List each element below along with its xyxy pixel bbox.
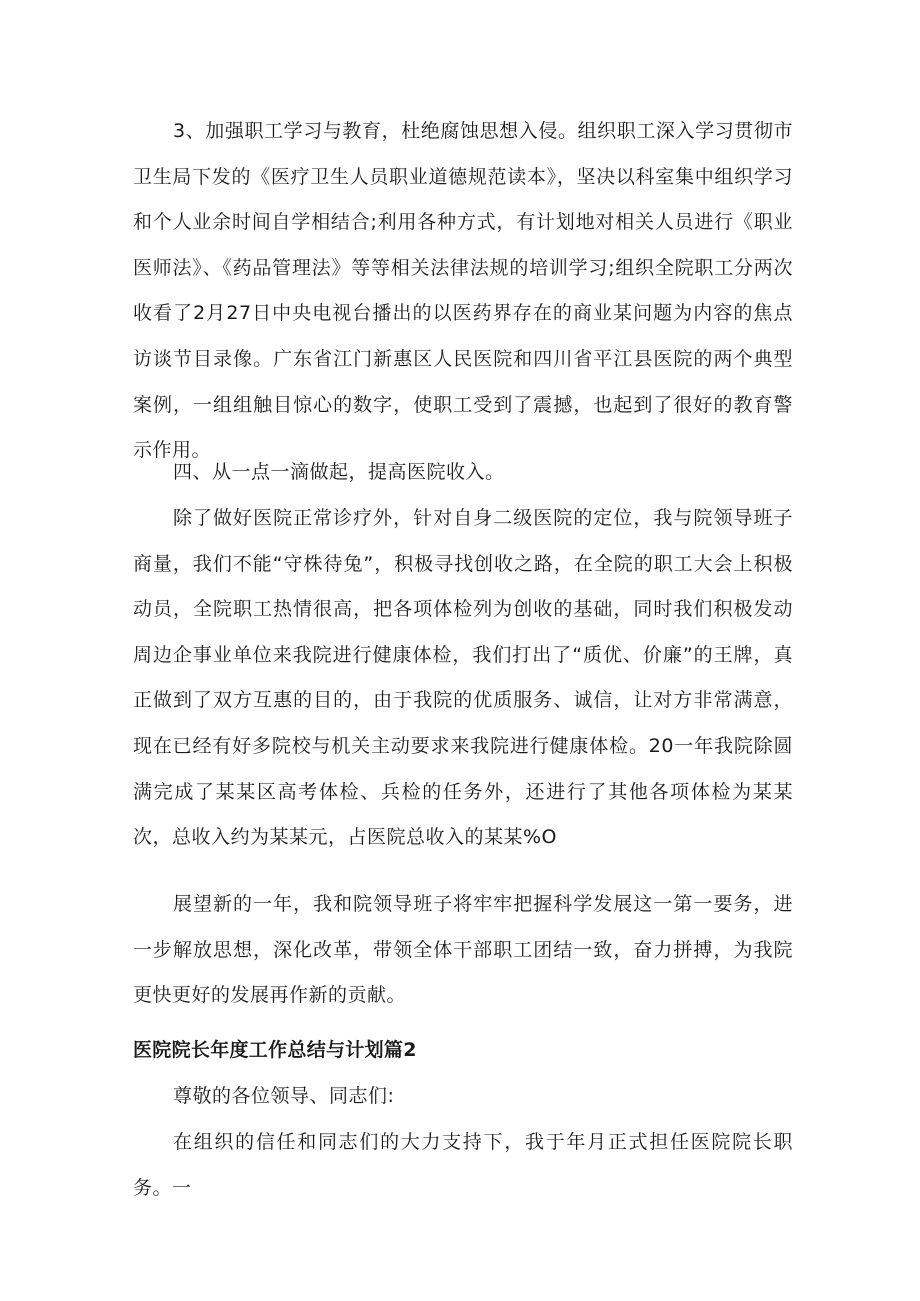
paragraph-heading-revenue: 四、从一点一滴做起，提高医院收入。 bbox=[173, 461, 505, 483]
paragraph-staff-education: 3、加强职工学习与教育，杜绝腐蚀思想入侵。组织职工深入学习贯彻市卫生局下发的《医疗卫生人员职业道德规范读本》，坚决以科室集中组织学习和个人业余时间自学相结合;利用各种方式，有计划地对相关人员进行《职业医师法》、《药品管理法》等等相关法律法规的培训学习;组织全院职工分两次收看了2月27日中央电视台播出的以医药界存在的商业某问题为内容的焦点访谈节目录像。广东省江门新惠区人民医院和四川省平江县医院的两个典型案例，一组组触目惊心的数字，使职工受到了震撼，也起到了很好的教育警示作用。 bbox=[133, 120, 793, 462]
section-title: 医院院长年度工作总结与计划篇2 bbox=[133, 1039, 417, 1061]
paragraph-appointment: 在组织的信任和同志们的大力支持下，我于年月正式担任医院院长职务。一 bbox=[133, 1131, 793, 1199]
salutation: 尊敬的各位领导、同志们: bbox=[173, 1085, 395, 1107]
paragraph-health-checkup: 除了做好医院正常诊疗外，针对自身二级医院的定位，我与院领导班子商量，我们不能“守株待兔”，积极寻找创收之路，在全院的职工大会上积极动员，全院职工热情很高，把各项体检列为创收的基础，同时我们积极发动周边企事业单位来我院进行健康体检，我们打出了“质优、价廉”的王牌，真正做到了双方互惠的目的，由于我院的优质服务、诚信，让对方非常满意，现在已经有好多院校与机关主动要求来我院进行健康体检。20一年我院除圆满完成了某某区高考体检、兵检的任务外，还进行了其他各项体检为某某次，总收入约为某某元，占医院总收入的某某%O bbox=[133, 507, 793, 849]
paragraph-outlook: 展望新的一年，我和院领导班子将牢牢把握科学发展这一第一要务，进一步解放思想，深化改革，带领全体干部职工团结一致，奋力拼搏，为我院更快更好的发展再作新的贡献。 bbox=[133, 893, 793, 1007]
